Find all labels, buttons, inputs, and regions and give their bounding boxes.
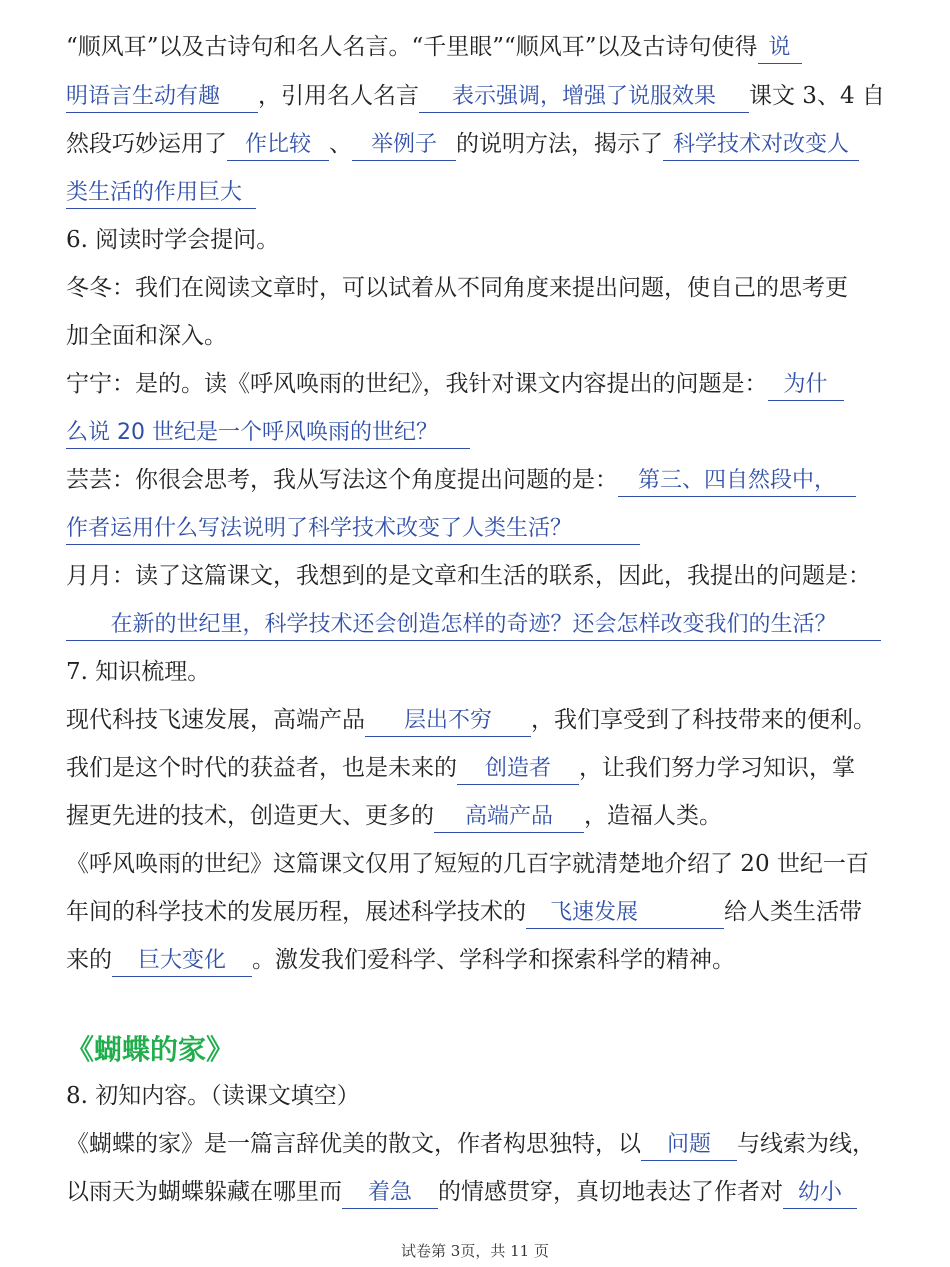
text-line bbox=[66, 30, 886, 64]
text-line bbox=[66, 79, 886, 113]
text: 8. 初知内容。（读课文填空） bbox=[66, 1083, 360, 1109]
question-heading bbox=[66, 1079, 886, 1113]
text-line bbox=[66, 799, 886, 833]
text: 6. 阅读时学会提问。 bbox=[66, 227, 280, 253]
text-line bbox=[66, 319, 886, 353]
text: ，引用名人名言 bbox=[258, 83, 419, 109]
text-line bbox=[66, 367, 886, 401]
text: ，我们享受到了科技带来的便利。 bbox=[531, 707, 876, 733]
text: 年间的科学技术的发展历程，展述科学技术的 bbox=[66, 899, 526, 925]
text-line bbox=[66, 1127, 886, 1161]
answer-blank: 说 bbox=[758, 33, 802, 64]
text: 我们是这个时代的获益者，也是未来的 bbox=[66, 755, 457, 781]
answer-blank: 类生活的作用巨大 bbox=[66, 178, 256, 209]
text-line bbox=[66, 1175, 886, 1209]
answer-blank: 问题 bbox=[641, 1130, 737, 1161]
answer-blank: 巨大变化 bbox=[112, 946, 252, 977]
text: 握更先进的技术，创造更大、更多的 bbox=[66, 803, 434, 829]
text-line bbox=[66, 703, 886, 737]
text: 加全面和深入。 bbox=[66, 323, 227, 349]
text-line bbox=[66, 511, 886, 545]
page-footer: 试卷第 3页，共 11 页 bbox=[401, 1242, 549, 1260]
text-line bbox=[66, 463, 886, 497]
answer-blank: 第三、四自然段中， bbox=[618, 466, 856, 497]
text: 以雨天为蝴蝶躲藏在哪里而 bbox=[66, 1179, 342, 1205]
answer-blank: 作比较 bbox=[227, 130, 329, 161]
text-line bbox=[66, 943, 886, 977]
text-line bbox=[66, 415, 886, 449]
answer-blank: 创造者 bbox=[457, 754, 579, 785]
text: “顺风耳”以及古诗句和名人名言。“千里眼”“顺风耳”以及古诗句使得 bbox=[66, 34, 758, 60]
text: 芸芸：你很会思考，我从写法这个角度提出问题的是： bbox=[66, 467, 618, 493]
text-line bbox=[66, 175, 886, 209]
text: 来的 bbox=[66, 947, 112, 973]
text: 然段巧妙运用了 bbox=[66, 131, 227, 157]
text: 与线索为线， bbox=[737, 1131, 875, 1157]
text: ，造福人类。 bbox=[584, 803, 722, 829]
text: 给人类生活带 bbox=[724, 899, 862, 925]
answer-blank: 表示强调，增强了说服效果 bbox=[419, 82, 749, 113]
text: 、 bbox=[329, 131, 352, 157]
text: 宁宁：是的。读《呼风唤雨的世纪》，我针对课文内容提出的问题是： bbox=[66, 371, 768, 397]
text: 7. 知识梳理。 bbox=[66, 659, 211, 685]
answer-blank: 明语言生动有趣 bbox=[66, 82, 258, 113]
answer-blank: 科学技术对改变人 bbox=[663, 130, 859, 161]
text: 的情感贯穿，真切地表达了作者对 bbox=[438, 1179, 783, 1205]
text: 课文 3、4 自 bbox=[749, 83, 885, 109]
text: 冬冬：我们在阅读文章时，可以试着从不同角度来提出问题，使自己的思考更 bbox=[66, 275, 848, 301]
answer-blank: 举例子 bbox=[352, 130, 456, 161]
text: 《呼风唤雨的世纪》这篇课文仅用了短短的几百字就清楚地介绍了 20 世纪一百 bbox=[66, 851, 869, 877]
answer-blank: 高端产品 bbox=[434, 802, 584, 833]
text: 现代科技飞速发展，高端产品 bbox=[66, 707, 365, 733]
section-title: 《蝴蝶的家》 bbox=[66, 1033, 235, 1066]
answer-blank: 幼小 bbox=[783, 1178, 857, 1209]
text-line bbox=[66, 559, 886, 593]
text: ，让我们努力学习知识，掌 bbox=[579, 755, 855, 781]
answer-blank: 飞速发展 bbox=[526, 898, 724, 929]
answer-blank: 层出不穷 bbox=[365, 706, 531, 737]
text-line bbox=[66, 847, 886, 881]
text-line bbox=[66, 895, 886, 929]
answer-blank: 在新的世纪里，科学技术还会创造怎样的奇迹？还会怎样改变我们的生活？ bbox=[66, 610, 881, 641]
question-heading bbox=[66, 223, 886, 257]
text: 。激发我们爱科学、学科学和探索科学的精神。 bbox=[252, 947, 735, 973]
text: 《蝴蝶的家》是一篇言辞优美的散文，作者构思独特，以 bbox=[66, 1131, 641, 1157]
answer-blank: 么说 20 世纪是一个呼风唤雨的世纪？ bbox=[66, 418, 470, 449]
question-heading bbox=[66, 655, 886, 689]
answer-blank: 作者运用什么写法说明了科学技术改变了人类生活？ bbox=[66, 514, 640, 545]
text-line bbox=[66, 127, 886, 161]
text: 月月：读了这篇课文，我想到的是文章和生活的联系，因此，我提出的问题是： bbox=[66, 563, 871, 589]
answer-blank: 为什 bbox=[768, 370, 844, 401]
text: 的说明方法，揭示了 bbox=[456, 131, 663, 157]
text-line bbox=[66, 271, 886, 305]
text-line bbox=[66, 607, 886, 641]
text-line bbox=[66, 751, 886, 785]
answer-blank: 着急 bbox=[342, 1178, 438, 1209]
